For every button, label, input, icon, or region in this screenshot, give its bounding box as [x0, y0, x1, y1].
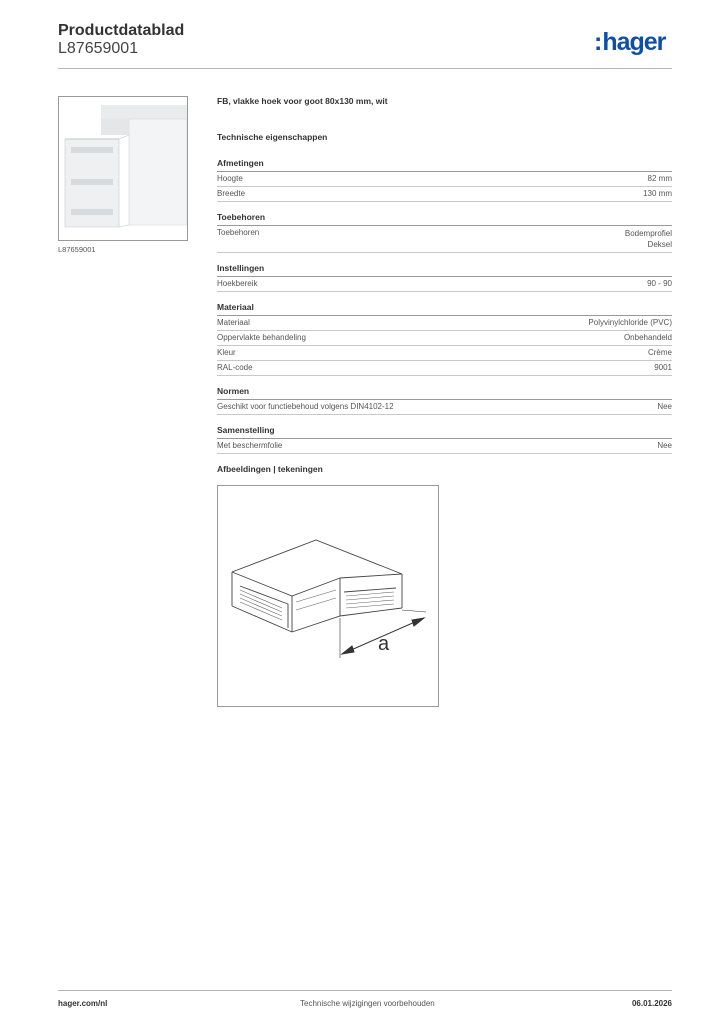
- row-value: Nee: [657, 441, 672, 450]
- row-value-line: Deksel: [647, 240, 672, 249]
- footer-date: 06.01.2026: [631, 999, 672, 1008]
- row-value: Crème: [647, 348, 672, 357]
- table-row: [217, 400, 672, 415]
- product-name: FB, vlakke hoek voor goot 80x130 mm, wit: [217, 96, 388, 106]
- technical-drawing: [217, 485, 439, 707]
- row-label: Hoogte: [217, 174, 243, 183]
- table-row: [217, 346, 672, 361]
- main-content: [217, 96, 672, 474]
- table-row: [217, 316, 672, 331]
- table-row: [217, 226, 672, 253]
- table-row: [217, 277, 672, 292]
- row-label: Materiaal: [217, 318, 250, 327]
- group-title: Afmetingen: [217, 158, 672, 172]
- row-value: Onbehandeld: [623, 333, 672, 342]
- footer-website-link[interactable]: hager.com/nl: [58, 999, 108, 1008]
- row-label: Breedte: [217, 189, 246, 198]
- row-value-line: Bodemprofiel: [624, 229, 672, 238]
- row-value: 130 mm: [643, 189, 672, 198]
- group-title: Instellingen: [217, 263, 672, 277]
- row-value: 9001: [654, 363, 672, 372]
- corner-drawing-icon: [218, 486, 438, 706]
- header-divider: [58, 68, 672, 69]
- row-value: Polyvinylchloride (PVC): [588, 318, 672, 327]
- row-value: 90 - 90: [647, 279, 672, 288]
- row-label: Met beschermfolie: [217, 441, 283, 450]
- group-afmetingen: [217, 158, 672, 202]
- table-row: [217, 439, 672, 454]
- tech-properties-title: Technische eigenschappen: [217, 132, 328, 142]
- row-label: Geschikt voor functiebehoud volgens DIN4102-12: [217, 402, 394, 411]
- row-label: Kleur: [217, 348, 236, 357]
- group-title: Normen: [217, 386, 672, 400]
- footer-divider: [58, 990, 672, 991]
- row-label: RAL-code: [217, 363, 253, 372]
- group-title: Materiaal: [217, 302, 672, 316]
- row-value: 82 mm: [647, 174, 672, 183]
- product-code: L87659001: [58, 40, 139, 57]
- page-title: Productdatablad: [58, 22, 185, 39]
- product-photo-icon: [59, 97, 187, 240]
- group-toebehoren: [217, 212, 672, 253]
- group-normen: [217, 386, 672, 415]
- group-samenstelling: [217, 425, 672, 454]
- thumbnail-caption: L87659001: [58, 245, 96, 254]
- group-title: Toebehoren: [217, 212, 672, 226]
- group-title: Samenstelling: [217, 425, 672, 439]
- row-label: Oppervlakte behandeling: [217, 333, 306, 342]
- table-row: [217, 331, 672, 346]
- footer-disclaimer: Technische wijzigingen voorbehouden: [300, 999, 435, 1008]
- group-instellingen: [217, 263, 672, 292]
- group-materiaal: [217, 302, 672, 376]
- table-row: [217, 187, 672, 202]
- row-value: [625, 228, 672, 250]
- row-value: Nee: [657, 402, 672, 411]
- table-row: [217, 361, 672, 376]
- table-row: [217, 172, 672, 187]
- logo-text: hager: [602, 28, 666, 56]
- row-label: Hoekbereik: [217, 279, 258, 288]
- row-label: Toebehoren: [217, 228, 260, 237]
- product-thumbnail: [58, 96, 188, 241]
- dimension-label: a: [378, 633, 390, 655]
- images-title: Afbeeldingen | tekeningen: [217, 464, 323, 474]
- hager-logo[interactable]: :hager: [594, 28, 666, 56]
